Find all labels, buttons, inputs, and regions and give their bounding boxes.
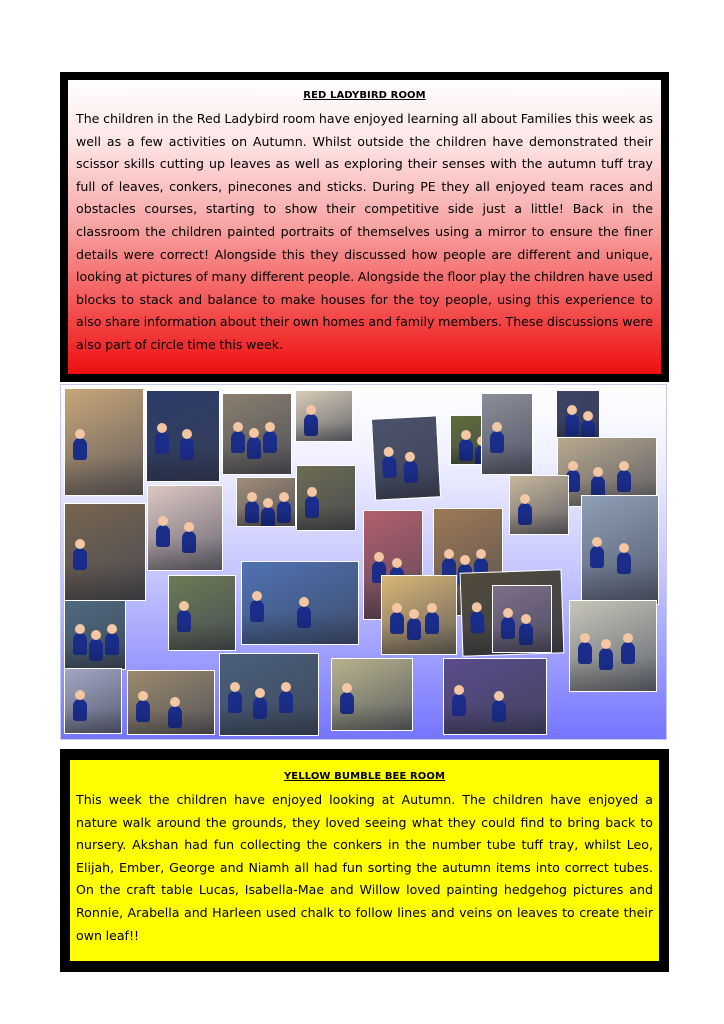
child-figure [452,694,466,716]
child-figure [382,455,397,478]
collage-photo [64,600,126,670]
child-figure [73,548,87,570]
collage-photo [295,390,353,442]
collage-photo [569,600,657,692]
child-figure [277,501,291,523]
child-figure [407,618,421,640]
child-figure [518,503,532,525]
child-figure [73,633,87,655]
child-figure [105,633,119,655]
collage-photo [147,485,223,571]
child-figure [403,460,418,483]
red-ladybird-body: The children in the Red Ladybird room have enjoyed learning all about Families this week as well as a few activities on Autumn. Whilst outside the children have demonstrated their scissor skills cutting up leaves as well as exploring their senses with the autumn tuff tray full of leaves, conkers, pinecones and sticks. During PE they all enjoyed team races and obstacles courses, starting to show their competitive side just a little! Back in the classroom the children painted portraits of themselves using a mirror to ensure the finer details were correct! Alongside this they discussed how people are different and unique, looking at pictures of many different people. Alongside the floor play the children have used blocks to stack and balance to make houses for the toy people, using this experience to also share information about their own homes and family members. These discussions were also part of circle time this week. [76,111,653,352]
child-figure [519,623,533,645]
collage-photo [127,670,215,735]
child-figure [390,612,404,634]
child-figure [617,552,631,574]
red-ladybird-content [68,80,661,374]
child-figure [304,414,318,436]
child-figure [490,431,504,453]
child-figure [617,470,631,492]
child-figure [247,437,261,459]
child-figure [590,546,604,568]
child-figure [73,438,87,460]
collage-photo [481,393,533,475]
child-figure [73,699,87,721]
child-figure [621,642,635,664]
collage-photo [146,390,220,482]
collage-photo [64,668,122,734]
collage-photo [492,585,552,653]
child-figure [253,697,267,719]
child-figure [340,692,354,714]
child-figure [565,414,579,436]
child-figure [245,501,259,523]
collage-photo [241,561,359,645]
child-figure [89,639,103,661]
collage-photo [556,390,600,440]
collage-photo [371,415,441,500]
child-figure [156,525,170,547]
collage-photo [296,465,356,531]
child-figure [492,700,506,722]
yellow-bumble-bee-body: This week the children have enjoyed looking at Autumn. The children have enjoyed a nature walk around the grounds, they loved seeing what they could find to bring back to nursery. Akshan had fun collecting the conkers in the number tube tuff tray, whilst Leo, Elijah, Ember, George and Niamh all had fun sorting the autumn items into correct tubes. On the craft table Lucas, Isabella-Mae and Willow loved painting hedgehog pictures and Ronnie, Arabella and Harleen used chalk to follow lines and veins on leaves to create their own leaf!! [76,792,653,943]
red-ladybird-title: RED LADYBIRD ROOM [303,90,426,101]
yellow-bumble-bee-title: YELLOW BUMBLE BEE ROOM [283,771,446,782]
collage-photo [581,495,659,605]
child-figure [297,606,311,628]
collage-photo [168,575,236,651]
collage-photo [64,503,146,601]
child-figure [155,432,169,454]
child-figure [305,496,319,518]
collage-photo [509,475,569,535]
child-figure [459,439,473,461]
child-figure [425,612,439,634]
child-figure [228,691,242,713]
child-figure [261,507,275,528]
child-figure [250,600,264,622]
child-figure [599,648,613,670]
collage-photo [219,653,319,736]
collage-photo [64,388,144,496]
red-ladybird-panel [60,72,669,382]
child-figure [231,431,245,453]
photo-collage [60,384,667,740]
child-figure [501,617,515,639]
child-figure [279,691,293,713]
collage-photo [236,477,296,527]
child-figure [168,706,182,728]
collage-photo [443,658,547,735]
collage-photo [222,393,292,475]
yellow-bumble-bee-content [70,760,659,961]
child-figure [470,611,485,633]
child-figure [578,642,592,664]
child-figure [180,438,194,460]
yellow-bumble-bee-panel [60,749,669,972]
collage-photo [381,575,457,655]
child-figure [182,531,196,553]
child-figure [136,700,150,722]
child-figure [177,610,191,632]
child-figure [263,431,277,453]
collage-photo [331,658,413,731]
